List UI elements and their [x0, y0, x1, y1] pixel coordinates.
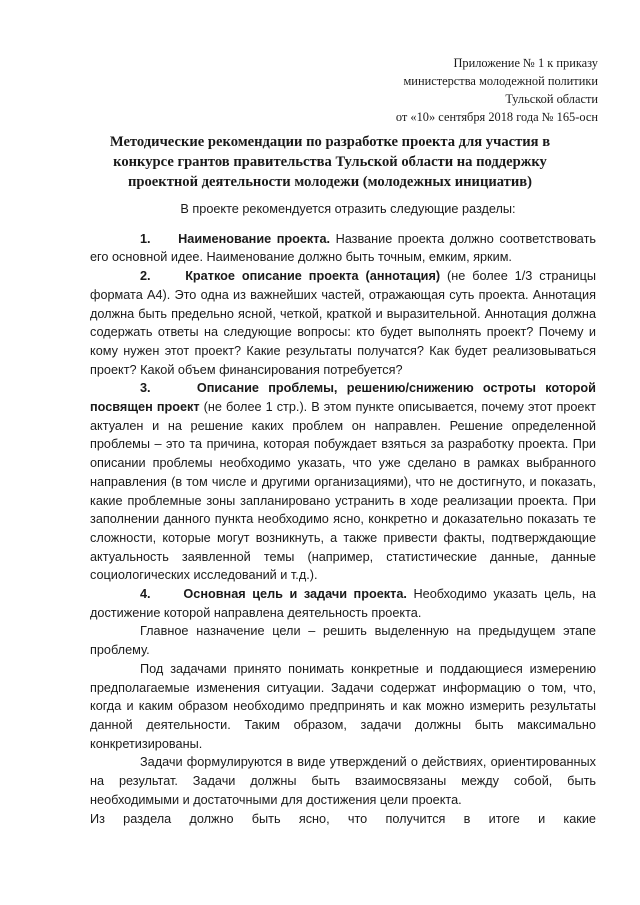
document-body [90, 200, 596, 828]
title-line: проектной деятельности молодежи (молодежных инициатив) [127, 174, 532, 190]
section-text: (не более 1 стр.). В этом пункте описывается, почему этот проект актуален и на решение каких проблем он направлен. Решение определенной проблемы – это та причина, которая побуждает взяться за разработку проекта. При описании проблемы необходимо указать, что уже сделано в рамках выбранного направления (в том числе и другими организациями), что не достигнуто, и показать, какие проблемные зоны запланировано устранить в ходе реализации проекта. При заполнении данного пункта необходимо ясно, конкретно и доказательно показать те сложности, которые могут возникнуть, а также привести факты, подтверждающие актуальность заявленной темы (например, статистические данные, данные социологических исследований и т.д.). [90, 400, 596, 583]
section-text: Необходимо указать цель, на достижение которой направлена деятельность проекта. [90, 587, 596, 620]
section-item [90, 585, 596, 622]
title-line: конкурсе грантов правительства Тульской области на поддержку [113, 154, 547, 170]
appendix-header [318, 54, 598, 126]
section-item [90, 230, 596, 267]
section-number: 2. [140, 269, 151, 284]
body-paragraph: Задачи формулируются в виде утверждений о действиях, ориентированных на результат. Задачи должны быть взаимосвязаны между собой, быть необходимыми и достаточными для достижения цели проекта. [90, 755, 596, 807]
body-paragraph: Под задачами принято понимать конкретные и поддающиеся измерению предполагаемые изменения ситуации. Задачи содержат информацию о том, что, когда и каким образом необходимо предпринять и как можно измерить результаты данной деятельности. Таким образом, задачи должны быть максимально конкретизированы. [90, 661, 596, 751]
appendix-line: Приложение № 1 к приказу [453, 56, 598, 70]
section-text: (не более 1/3 страницы формата А4). Это одна из важнейших частей, отражающая суть проекта. Аннотация должна быть предельно ясной, четкой, краткой и выразительной. Аннотация должна содержать ответы на следующие вопросы: кто будет выполнять проект? Почему и кому нужен этот проект? Какие результаты получатся? Как будет реализовываться проект? Какой объем финансирования потребуется? [90, 269, 596, 377]
body-paragraph: Главное назначение цели – решить выделенную на предыдущем этапе проблему. [90, 624, 596, 658]
section-heading: Описание проблемы, решению/снижению остроты которой посвящен проект [90, 381, 596, 415]
section-number: 4. [140, 587, 151, 602]
appendix-line: министерства молодежной политики [403, 74, 598, 88]
section-heading: Основная цель и задачи проекта. [183, 587, 407, 602]
document-title [90, 132, 570, 192]
section-heading: Краткое описание проекта (аннотация) [185, 269, 441, 284]
appendix-line: Тульской области [505, 92, 598, 106]
appendix-line: от «10» сентября 2018 года № 165-осн [395, 110, 598, 124]
section-item [90, 267, 596, 379]
section-heading: Наименование проекта. [178, 231, 331, 246]
section-text: Название проекта должно соответствовать его основной идее. Наименование должно быть точным, емким, ярким. [90, 231, 596, 265]
section-number: 1. [140, 231, 151, 246]
title-line: Методические рекомендации по разработке проекта для участия в [109, 134, 551, 150]
section-number: 3. [140, 381, 151, 396]
body-paragraph-continued: Из раздела должно быть ясно, что получится в итоге и какие [90, 811, 596, 826]
section-item [90, 379, 596, 585]
intro-text: В проекте рекомендуется отразить следующие разделы: [180, 202, 516, 216]
